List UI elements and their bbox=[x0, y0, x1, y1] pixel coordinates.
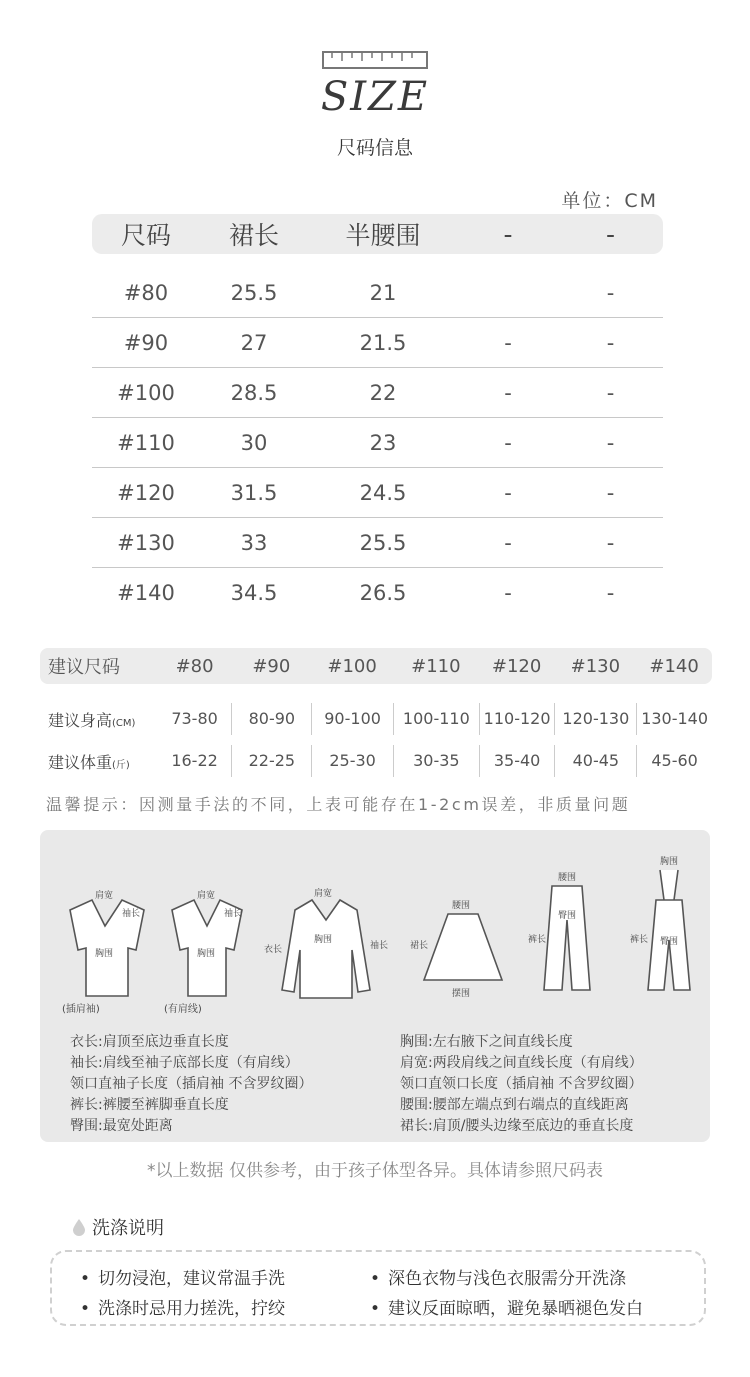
legend-item: 裤长:裤腰至裤脚垂直长度 bbox=[70, 1097, 229, 1113]
height-cell: 120-130 bbox=[554, 703, 636, 735]
diagram-label: 袖长 bbox=[122, 909, 141, 919]
table-cell: - bbox=[504, 330, 512, 355]
table-cell: - bbox=[606, 380, 615, 405]
height-cell: 110-120 bbox=[479, 703, 555, 735]
diagram-label: 胸围 bbox=[197, 949, 216, 959]
weight-cell: 16-22 bbox=[171, 751, 218, 770]
legend-item: 衣长:肩顶至底边垂直长度 bbox=[70, 1034, 229, 1050]
size-cell: #120 bbox=[491, 655, 542, 677]
measurement-tip: 温馨提示：因测量手法的不同，上表可能存在1-2cm误差，非质量问题 bbox=[46, 795, 631, 814]
recommendation-body bbox=[40, 698, 712, 782]
height-row bbox=[40, 698, 712, 740]
page-subtitle: 尺码信息 bbox=[336, 137, 413, 159]
legend-item: 肩宽:两段肩线之间直线长度（有肩线） bbox=[400, 1055, 643, 1071]
size-table-header bbox=[92, 214, 663, 254]
ruler-icon bbox=[322, 48, 428, 70]
recommendation-header bbox=[40, 648, 712, 684]
diagram-label: 胸围 bbox=[660, 857, 679, 867]
height-cell: 73-80 bbox=[171, 709, 218, 728]
weight-cell: 30-35 bbox=[393, 745, 479, 777]
weight-cell: 45-60 bbox=[636, 745, 712, 777]
size-cell: #110 bbox=[411, 655, 461, 677]
header-cell: - bbox=[503, 219, 513, 249]
size-cell: #130 bbox=[570, 655, 621, 677]
diagram-label: 袖长 bbox=[370, 941, 389, 951]
diagram-label: 肩宽 bbox=[95, 891, 114, 901]
legend-right bbox=[400, 1032, 643, 1137]
diagram-label: 裤长 bbox=[630, 935, 649, 945]
table-cell: #80 bbox=[123, 280, 169, 305]
table-cell: - bbox=[504, 380, 512, 405]
recommendation-header-label: 建议尺码 bbox=[48, 657, 120, 678]
legend-left bbox=[70, 1032, 312, 1137]
diagram-label: 袖长 bbox=[224, 909, 243, 919]
table-cell: 27 bbox=[240, 330, 268, 355]
table-row bbox=[92, 468, 663, 518]
weight-cell: 22-25 bbox=[231, 745, 311, 777]
size-table bbox=[92, 214, 663, 618]
diagram-label: 胸围 bbox=[314, 935, 333, 945]
table-row bbox=[92, 568, 663, 618]
header-cell: 半腰围 bbox=[345, 221, 421, 250]
washing-item: • 洗涤时忌用力搓洗，拧绞 bbox=[80, 1294, 285, 1319]
size-cell: #140 bbox=[649, 655, 699, 677]
header-cell: - bbox=[605, 219, 616, 249]
table-row bbox=[92, 418, 663, 468]
water-drop-icon bbox=[72, 1218, 86, 1236]
legend-item: 领口直领口长度（插肩袖 不含罗纹圈） bbox=[400, 1076, 643, 1092]
table-cell: #130 bbox=[117, 530, 175, 555]
diagram-label: 臀围 bbox=[558, 911, 577, 921]
table-cell: - bbox=[606, 330, 615, 355]
table-row bbox=[92, 268, 663, 318]
legend-item: 胸围:左右腋下之间直线长度 bbox=[400, 1034, 573, 1050]
jacket-icon bbox=[282, 900, 370, 998]
size-cell: #100 bbox=[327, 655, 377, 677]
washing-title-text: 洗涤说明 bbox=[92, 1218, 164, 1239]
height-label: 建议身高(CM) bbox=[48, 710, 136, 730]
table-row bbox=[92, 518, 663, 568]
washing-item: • 切勿浸泡，建议常温手洗 bbox=[80, 1264, 285, 1289]
height-cell: 90-100 bbox=[311, 703, 393, 735]
table-cell: - bbox=[606, 280, 615, 305]
table-cell: - bbox=[606, 430, 615, 455]
size-table-body bbox=[92, 268, 663, 618]
diagram-label: 肩宽 bbox=[314, 889, 333, 899]
diagram-label: 裤长 bbox=[528, 935, 547, 945]
diagram-label: 胸围 bbox=[95, 949, 114, 959]
table-cell: 34.5 bbox=[230, 581, 278, 605]
legend-item: 袖长:肩线至袖子底部长度（有肩线） bbox=[70, 1055, 299, 1071]
size-header bbox=[0, 40, 750, 160]
table-cell: 25.5 bbox=[230, 280, 278, 305]
table-cell: #90 bbox=[123, 330, 169, 355]
table-cell: - bbox=[606, 480, 615, 505]
table-cell: #140 bbox=[117, 581, 175, 605]
table-cell: 21 bbox=[369, 280, 397, 305]
height-cell: 80-90 bbox=[231, 703, 311, 735]
table-cell: 22 bbox=[369, 380, 397, 405]
table-cell: - bbox=[504, 581, 512, 605]
legend-item: 裙长:肩顶/腰头边缘至底边的垂直长度 bbox=[400, 1118, 634, 1134]
diagram-label: 衣长 bbox=[264, 945, 283, 955]
table-cell: 33 bbox=[240, 530, 268, 555]
washing-item: • 深色衣物与浅色衣服需分开洗涤 bbox=[370, 1264, 626, 1289]
table-cell: 28.5 bbox=[230, 380, 278, 405]
table-cell: 30 bbox=[240, 430, 268, 455]
table-row bbox=[92, 318, 663, 368]
table-cell: - bbox=[504, 480, 512, 505]
size-cell: #90 bbox=[252, 655, 291, 677]
washing-title bbox=[72, 1214, 164, 1240]
skirt-icon bbox=[424, 914, 502, 980]
diagram-label: 摆围 bbox=[452, 989, 471, 999]
table-cell: - bbox=[606, 530, 615, 555]
pants-icon bbox=[544, 886, 590, 990]
table-cell: - bbox=[504, 430, 512, 455]
table-cell: 23 bbox=[369, 430, 397, 455]
size-logo: SIZE bbox=[320, 74, 430, 120]
diagram-label: 肩宽 bbox=[197, 891, 216, 901]
weight-row bbox=[40, 740, 712, 782]
legend-item: 领口直袖子长度（插肩袖 不含罗纹圈） bbox=[70, 1076, 313, 1092]
legend-item: 臀围:最宽处距离 bbox=[70, 1118, 173, 1134]
measurement-panel bbox=[40, 830, 710, 1142]
washing-item: • 建议反面晾晒，避免暴晒褪色发白 bbox=[370, 1294, 643, 1319]
table-cell: 25.5 bbox=[359, 530, 407, 555]
table-cell: #110 bbox=[117, 430, 175, 455]
diagram-label: 臀围 bbox=[660, 937, 679, 947]
height-cell: 130-140 bbox=[636, 703, 712, 735]
header-cell: 尺码 bbox=[120, 221, 171, 250]
washing-box bbox=[50, 1250, 706, 1326]
weight-cell: 40-45 bbox=[554, 745, 636, 777]
diagram-label: 裙长 bbox=[410, 941, 429, 951]
table-cell: - bbox=[606, 581, 615, 605]
size-cell: #80 bbox=[175, 655, 214, 677]
diagram-caption: (插肩袖) bbox=[62, 1004, 100, 1015]
diagram-label: 腰围 bbox=[558, 873, 577, 883]
header-cell: 裙长 bbox=[228, 221, 279, 250]
diagram-caption: (有肩线) bbox=[164, 1004, 202, 1015]
table-cell: 21.5 bbox=[359, 330, 407, 355]
table-cell: #100 bbox=[117, 380, 175, 405]
table-row bbox=[92, 368, 663, 418]
table-cell: #120 bbox=[117, 480, 175, 505]
table-cell: - bbox=[504, 530, 512, 555]
table-cell: 31.5 bbox=[230, 480, 278, 505]
table-cell: 24.5 bbox=[359, 480, 407, 505]
weight-cell: 25-30 bbox=[311, 745, 393, 777]
unit-label: 单位：CM bbox=[561, 190, 658, 212]
diagram-label: 腰围 bbox=[452, 901, 471, 911]
weight-label: 建议体重(斤) bbox=[48, 752, 130, 772]
weight-cell: 35-40 bbox=[479, 745, 555, 777]
height-cell: 100-110 bbox=[393, 703, 479, 735]
overalls-icon bbox=[648, 870, 690, 990]
legend-item: 腰围:腰部左端点到右端点的直线距离 bbox=[400, 1097, 629, 1113]
disclaimer: *以上数据 仅供参考，由于孩子体型各异。具体请参照尺码表 bbox=[147, 1161, 603, 1181]
table-cell: 26.5 bbox=[359, 581, 407, 605]
